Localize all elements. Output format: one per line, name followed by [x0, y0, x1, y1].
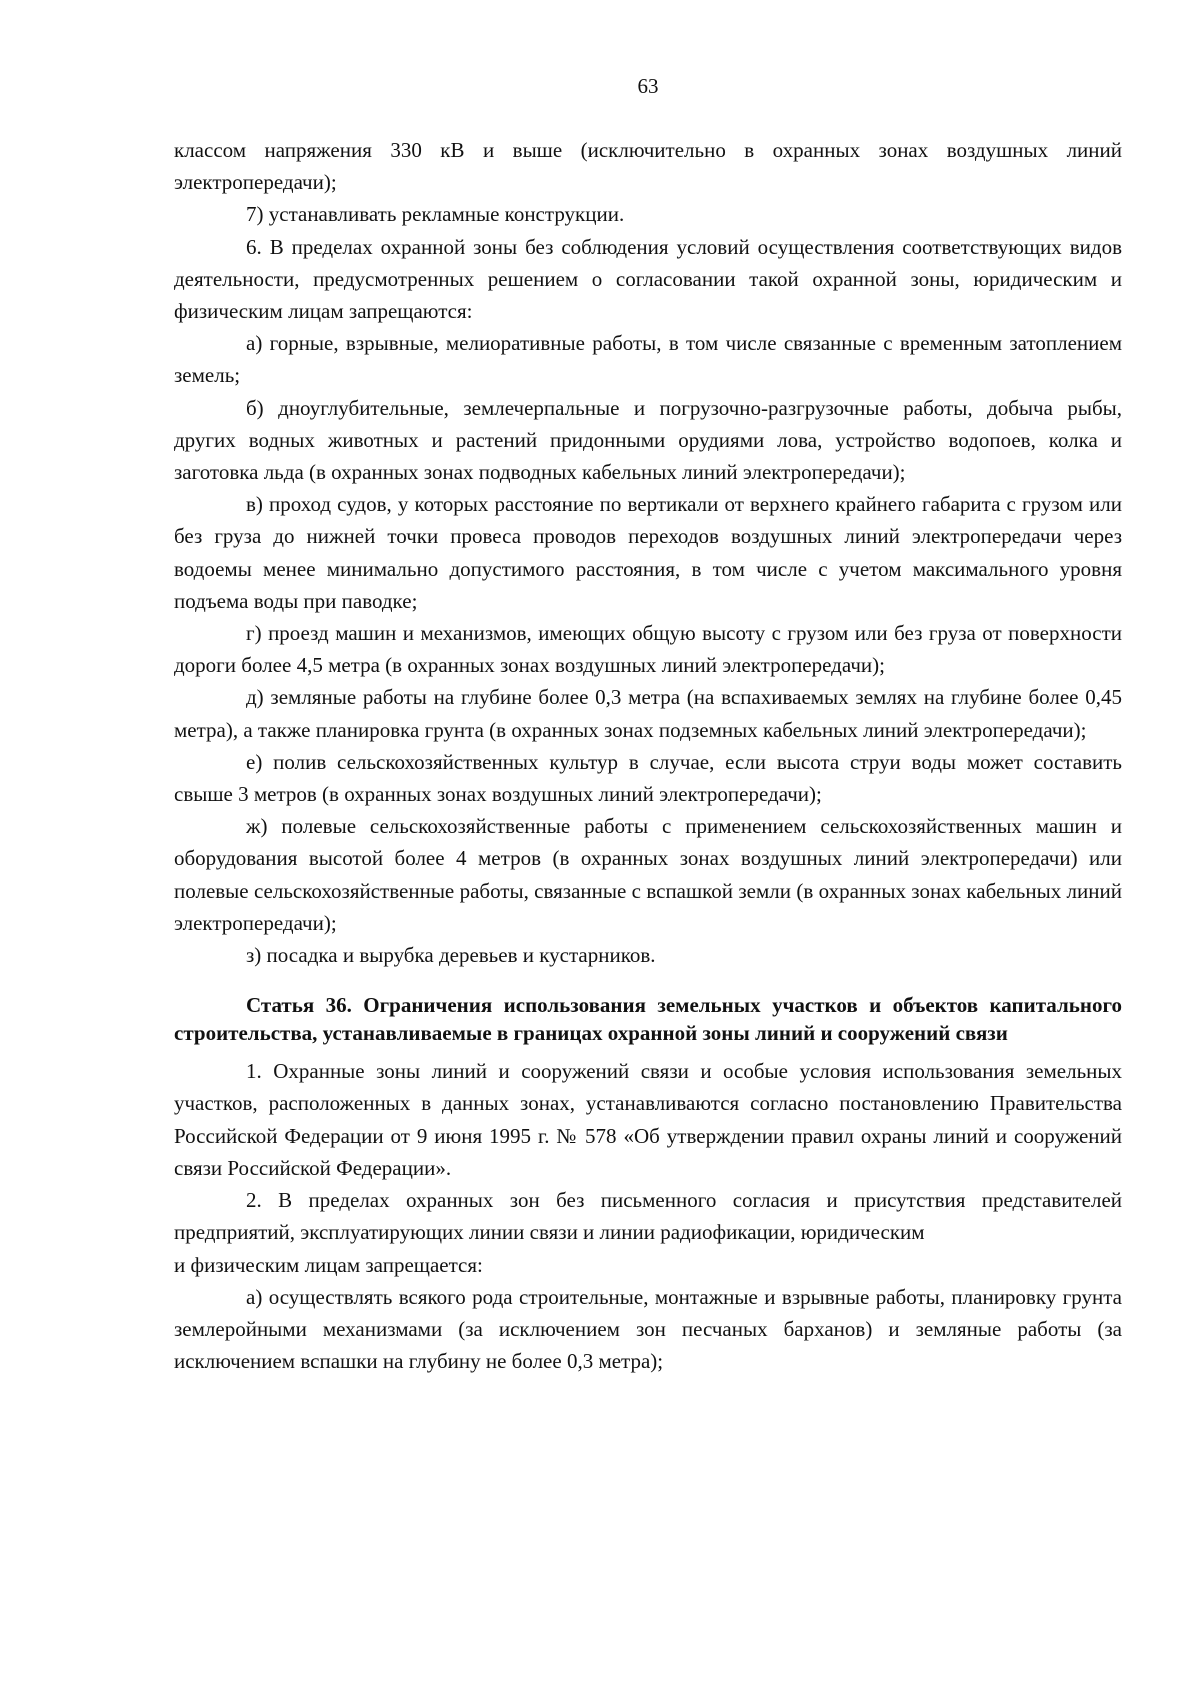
paragraph: классом напряжения 330 кВ и выше (исключительно в охранных зонах воздушных линий электропередачи); [174, 138, 1122, 195]
paragraph: е) полив сельскохозяйственных культур в случае, если высота струи воды может составить свыше 3 метров (в охранных зонах воздушных линий электропередачи); [174, 749, 1122, 807]
page-number: 63 [637, 74, 659, 98]
paragraph: д) земляные работы на глубине более 0,3 метра (на вспахиваемых землях на глубине более 0,45 метра), а также планировка грунта (в охранных зонах подземных кабельных линий электропередачи); [174, 685, 1122, 742]
paragraph: а) горные, взрывные, мелиоративные работы, в том числе связанные с временным затоплением земель; [174, 331, 1122, 388]
paragraph: 7) устанавливать рекламные конструкции. [246, 202, 625, 227]
paragraph: 6. В пределах охранной зоны без соблюдения условий осуществления соответствующих видов деятельности, предусмотренных решением о согласовании такой охранной зоны, юридическим и физическим лицам запрещаются: [174, 234, 1122, 324]
document-body [174, 134, 1122, 1377]
paragraph: з) посадка и вырубка деревьев и кустарников. [246, 943, 656, 968]
paragraph: и физическим лицам запрещается: [174, 1252, 483, 1277]
paragraph: г) проезд машин и механизмов, имеющих общую высоту с грузом или без груза от поверхности дороги более 4,5 метра (в охранных зонах воздушных линий электропередачи); [174, 621, 1122, 678]
paragraph: 1. Охранные зоны линий и сооружений связи и особые условия использования земельных участков, расположенных в данных зонах, устанавливаются согласно постановлению Правительства Российской Федерации от 9 июня 1995 г. № 578 «Об утверждении правил охраны линий и сооружений связи Российской Федерации». [174, 1059, 1122, 1180]
paragraph: б) дноуглубительные, землечерпальные и погрузочно-разгрузочные работы, добыча рыбы, других водных животных и растений придонными орудиями лова, устройство водопоев, колка и заготовка льда (в охранных зонах подводных кабельных линий электропередачи); [174, 395, 1122, 485]
paragraph: в) проход судов, у которых расстояние по вертикали от верхнего крайнего габарита с грузом или без груза до нижней точки провеса проводов переходов воздушных линий электропередачи через водоемы менее минимально допустимого расстояния, в том числе с учетом максимального уровня подъема воды при паводке; [174, 492, 1122, 613]
paragraph: 2. В пределах охранных зон без письменного согласия и присутствия представителей предприятий, эксплуатирующих линии связи и линии радиофикации, юридическим [174, 1188, 1122, 1245]
paragraph: ж) полевые сельскохозяйственные работы с применением сельскохозяйственных машин и оборудования высотой более 4 метров (в охранных зонах воздушных линий электропередачи) или полевые сельскохозяйственные работы, связанные с вспашкой земли (в охранных зонах кабельных линий электропередачи); [174, 814, 1122, 935]
article-heading: Статья 36. Ограничения использования земельных участков и объектов капитального строительства, устанавливаемые в границах охранной зоны линий и сооружений связи [174, 993, 1122, 1046]
paragraph: а) осуществлять всякого рода строительные, монтажные и взрывные работы, планировку грунта землеройными механизмами (за исключением зон песчаных барханов) и земляные работы (за исключением вспашки на глубину не более 0,3 метра); [174, 1284, 1122, 1374]
